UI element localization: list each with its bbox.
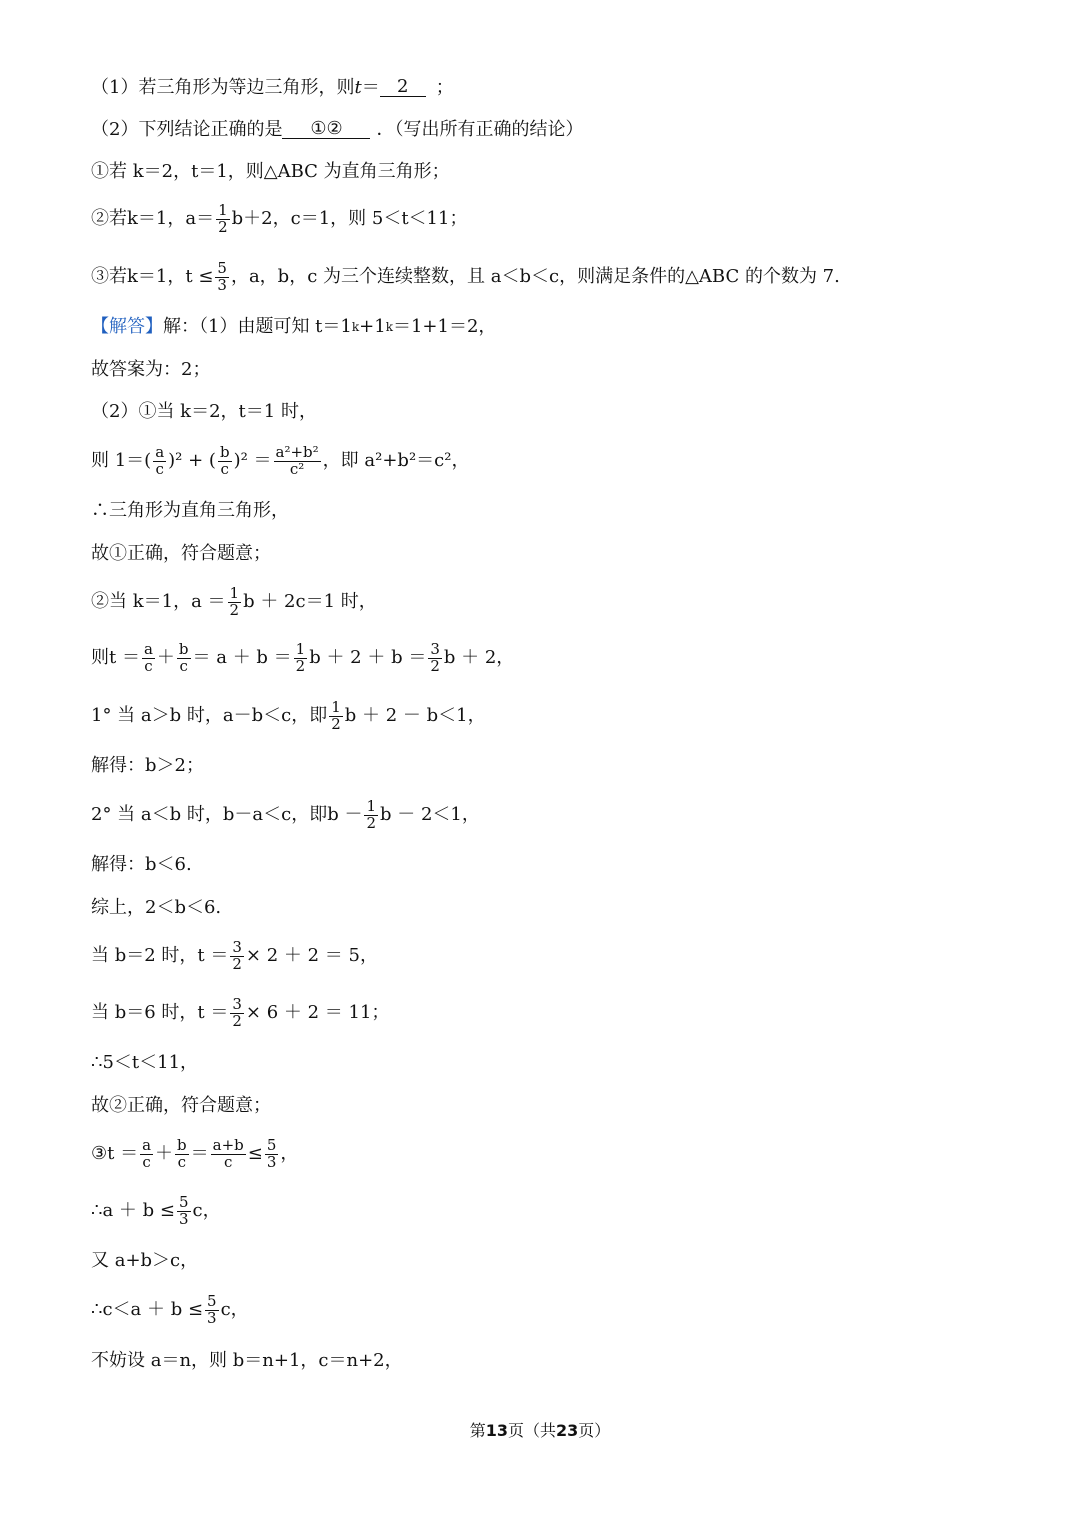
case-2-sub1 <box>91 700 1020 733</box>
text: ，即 a²+b²＝c²， <box>322 450 470 472</box>
text: 故②正确，符合题意； <box>91 1095 271 1116</box>
text: ③t ＝ <box>91 1143 139 1165</box>
frac-den: c <box>224 1152 233 1171</box>
question-part2 <box>91 120 1020 139</box>
fraction <box>329 700 343 733</box>
page-footer <box>0 1418 1080 1441</box>
conclusion-2 <box>91 203 1020 236</box>
summary <box>91 899 1020 917</box>
fraction <box>175 1138 189 1171</box>
frac-den: c <box>177 1152 187 1171</box>
fraction <box>428 642 442 675</box>
text: × 2 ＋ 2 ＝ 5， <box>245 945 378 967</box>
sol-text: 解：（1）由题可知 t＝1 <box>163 316 352 337</box>
fraction <box>218 445 232 478</box>
text: （2）①当 k＝2，t＝1 时， <box>91 401 317 422</box>
frac-den: 2 <box>430 656 440 675</box>
q2-suffix: ．（写出所有正确的结论） <box>376 118 584 140</box>
also-line <box>91 1252 1020 1270</box>
frac-num: b <box>219 443 230 461</box>
frac-num: a²+b² <box>275 443 319 461</box>
frac-den: 2 <box>331 714 341 733</box>
frac-den: 3 <box>217 275 227 294</box>
frac-num: 1 <box>331 698 341 716</box>
text: )² ＝ <box>233 450 272 472</box>
text: ∴5＜t＜11， <box>91 1052 199 1073</box>
fraction <box>216 203 230 236</box>
frac-den: 2 <box>295 656 306 675</box>
sol-end: ＝1+1＝2， <box>392 316 497 337</box>
fraction <box>294 642 308 675</box>
fraction <box>364 799 378 832</box>
fraction <box>230 940 244 973</box>
frac-num: 1 <box>366 797 376 815</box>
frac-num: a <box>143 640 153 658</box>
t-expression <box>91 642 1020 675</box>
frac-den: c <box>144 656 153 675</box>
b-equals-6 <box>91 997 1020 1030</box>
fraction <box>211 1138 246 1171</box>
frac-num: b <box>178 640 189 658</box>
fraction <box>230 997 244 1030</box>
q1-suffix: ； <box>435 76 454 98</box>
frac-den: c² <box>289 459 305 478</box>
frac-den: 2 <box>232 1011 242 1030</box>
frac-den: c <box>220 459 229 478</box>
case-2 <box>91 586 1020 619</box>
page-number: 13 <box>485 1421 508 1440</box>
text: × 6 ＋ 2 ＝ 11； <box>245 1002 390 1024</box>
solution-header <box>91 318 1020 336</box>
frac-num: 5 <box>178 1193 189 1211</box>
text: 故答案为：2； <box>91 359 211 380</box>
frac-num: a <box>155 443 165 461</box>
c2-rest: b＋2，c＝1，则 5＜t＜11； <box>231 208 468 230</box>
frac-num: 3 <box>232 938 242 956</box>
frac-den: 2 <box>232 954 242 973</box>
answer-blank-1: 2 <box>380 78 426 97</box>
frac-den: 3 <box>266 1152 277 1171</box>
frac-num: 5 <box>266 1136 277 1154</box>
frac-num: 3 <box>430 640 440 658</box>
text: 解得：b＜6. <box>91 854 192 875</box>
solve-2 <box>91 856 1020 874</box>
frac-num: 1 <box>295 640 306 658</box>
fraction <box>142 642 155 675</box>
text: ＋ <box>155 1143 174 1165</box>
text: 则 1＝( <box>91 450 152 472</box>
text: b － 2＜1， <box>380 804 480 826</box>
fraction <box>177 642 191 675</box>
text: ∴a ＋ b ≤ <box>91 1200 175 1222</box>
a-plus-b <box>91 1195 1020 1228</box>
frac-num: a <box>142 1136 152 1154</box>
frac-num: 3 <box>232 995 242 1013</box>
text: ＝ a ＋ b ＝ <box>192 647 292 669</box>
text: 当 b＝6 时，t ＝ <box>91 1002 229 1024</box>
question-part1 <box>91 78 1020 97</box>
text: ， <box>280 1143 299 1165</box>
fraction <box>228 586 242 619</box>
sup-k: k <box>385 320 393 334</box>
frac-num: 5 <box>217 259 227 277</box>
fraction <box>265 1138 279 1171</box>
text: 又 a+b＞c， <box>91 1250 199 1271</box>
text: ＝ <box>190 1143 209 1165</box>
text: ＋ <box>156 647 175 669</box>
case-3 <box>91 1138 1020 1171</box>
frac-den: c <box>179 656 188 675</box>
text: b ＋ 2 ＋ b ＝ <box>309 647 427 669</box>
frac-den: 3 <box>207 1308 217 1327</box>
text: ∴c＜a ＋ b ≤ <box>91 1299 204 1321</box>
solution-tag: 【解答】 <box>91 316 163 337</box>
text: 综上，2＜b＜6. <box>91 897 222 918</box>
text: c， <box>220 1299 249 1321</box>
text: 则t ＝ <box>91 647 140 669</box>
let-line <box>91 1352 1020 1370</box>
c-range <box>91 1294 1020 1327</box>
q1-eq: ＝ <box>361 76 380 98</box>
frac-den: c <box>155 459 164 478</box>
conclusion-1 <box>91 163 1020 181</box>
equation-1 <box>91 445 1020 478</box>
frac-den: c <box>142 1152 151 1171</box>
footer-text: 页（共 <box>507 1421 556 1440</box>
sup-k: k <box>351 320 360 334</box>
text: ∴三角形为直角三角形， <box>91 500 289 521</box>
frac-num: a+b <box>212 1136 244 1154</box>
q1-prefix: （1）若三角形为等边三角形，则 <box>91 76 355 98</box>
text: ②当 k＝1，a ＝ <box>91 591 226 613</box>
text: ≤ <box>247 1143 263 1165</box>
frac-num: 1 <box>218 201 228 219</box>
page-total: 23 <box>556 1421 579 1440</box>
fraction <box>153 445 166 478</box>
c3-rest: ，a，b，c 为三个连续整数，且 a＜b＜c，则满足条件的△ABC 的个数为 7. <box>230 266 840 288</box>
fraction <box>140 1138 153 1171</box>
text: 2° 当 a＜b 时，b－a＜c，即b － <box>91 804 363 826</box>
answer-blank-2: ①② <box>282 120 370 139</box>
text: 解得：b＞2； <box>91 755 204 776</box>
footer-text: 第 <box>469 1421 486 1440</box>
fraction <box>205 1294 219 1327</box>
text: )² + ( <box>168 450 216 472</box>
fraction <box>215 261 229 294</box>
text: 当 b＝2 时，t ＝ <box>91 945 229 967</box>
c3-start: ③若k＝1，t ≤ <box>91 266 214 288</box>
answer-line <box>91 361 1020 379</box>
frac-den: 2 <box>366 813 376 832</box>
text: 1° 当 a＞b 时，a－b＜c，即 <box>91 705 328 727</box>
frac-num: b <box>177 1136 187 1154</box>
text: b ＋ 2， <box>443 647 515 669</box>
solve-1 <box>91 757 1020 775</box>
c2-start: ②若k＝1，a＝ <box>91 208 215 230</box>
case-1 <box>91 403 1020 421</box>
conclusion-ok-1 <box>91 545 1020 563</box>
text: b ＋ 2 － b＜1， <box>344 705 486 727</box>
text: 故①正确，符合题意； <box>91 543 271 564</box>
t-range <box>91 1054 1020 1072</box>
text: c， <box>192 1200 221 1222</box>
sol-mid: +1 <box>359 316 386 337</box>
c1-text: ①若 k＝2，t＝1，则△ABC 为直角三角形； <box>91 161 450 182</box>
q2-prefix: （2）下列结论正确的是 <box>91 118 283 140</box>
fraction <box>177 1195 191 1228</box>
frac-num: 1 <box>229 584 240 602</box>
right-triangle <box>91 502 1020 520</box>
b-equals-2 <box>91 940 1020 973</box>
case-2-sub2 <box>91 799 1020 832</box>
conclusion-3 <box>91 261 1020 294</box>
frac-den: 2 <box>218 217 228 236</box>
footer-text: 页） <box>578 1421 611 1440</box>
text: b ＋ 2c＝1 时， <box>243 591 377 613</box>
fraction <box>274 445 321 478</box>
frac-num: 5 <box>207 1292 217 1310</box>
conclusion-ok-2 <box>91 1097 1020 1115</box>
q1-var: t <box>354 76 362 98</box>
frac-den: 2 <box>229 600 240 619</box>
text: 不妨设 a＝n，则 b＝n+1，c＝n+2， <box>91 1350 403 1371</box>
frac-den: 3 <box>178 1209 189 1228</box>
